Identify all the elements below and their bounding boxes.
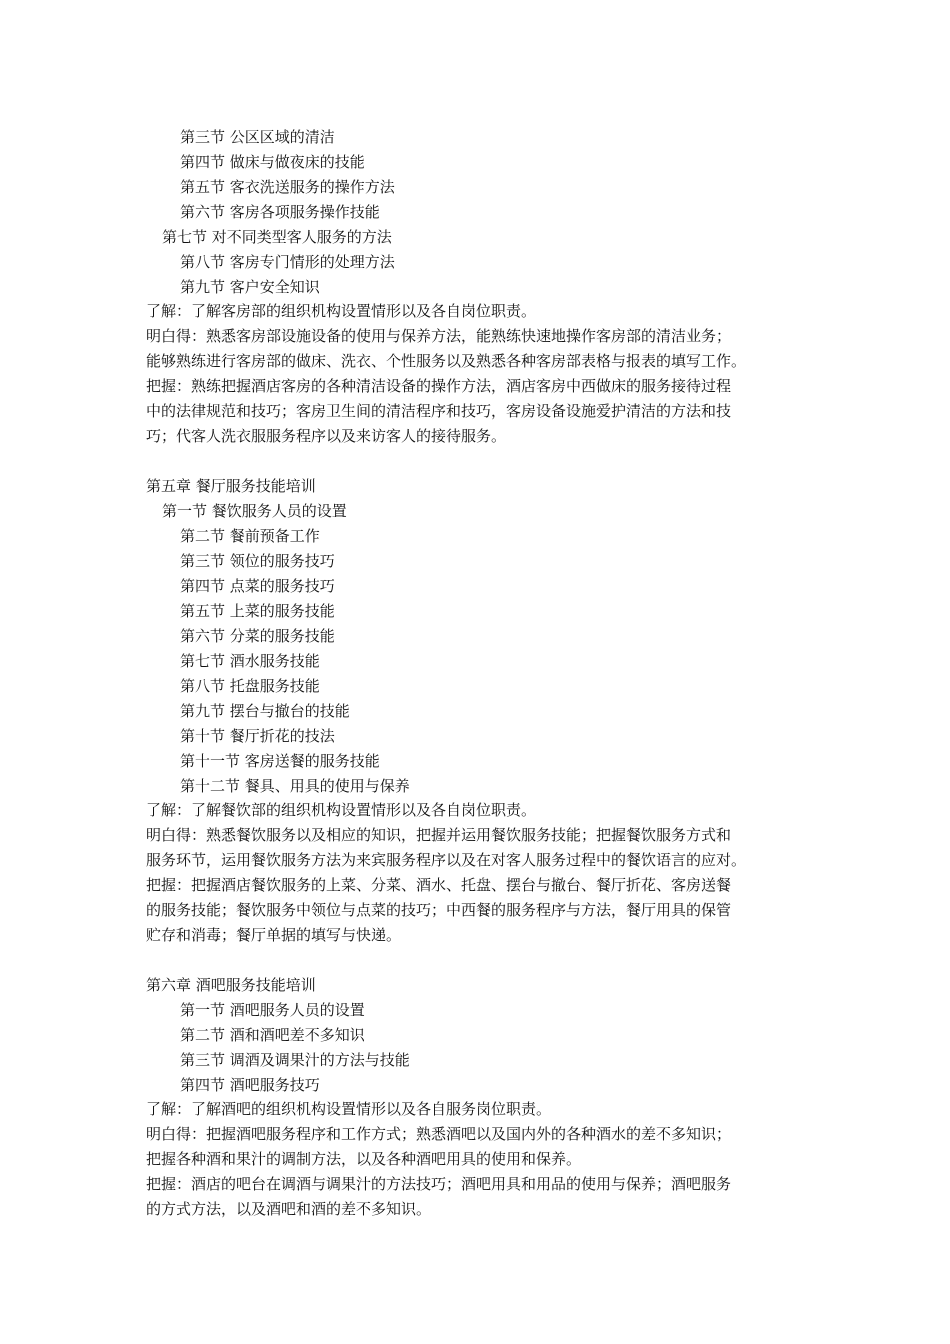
- section-item: 第九节 客户安全知识: [180, 278, 320, 296]
- section-item: 第一节 酒吧服务人员的设置: [180, 1001, 365, 1019]
- chapter-title: 第五章 餐厅服务技能培训: [146, 477, 316, 495]
- objective-comprehend: 明白得：熟悉餐饮服务以及相应的知识，把握并运用餐饮服务技能；把握餐饮服务方式和: [146, 826, 732, 844]
- section-item: 第八节 托盘服务技能: [180, 677, 320, 695]
- objective-understand: 了解：了解客房部的组织机构设置情形以及各自岗位职责。: [146, 302, 537, 320]
- objective-master: 把握：把握酒店餐饮服务的上菜、分菜、酒水、托盘、摆台与撤台、餐厅折花、客房送餐: [146, 876, 732, 894]
- section-item: 第七节 酒水服务技能: [180, 652, 320, 670]
- objective-master-cont: 的方式方法，以及酒吧和酒的差不多知识。: [146, 1200, 432, 1218]
- section-item: 第三节 领位的服务技巧: [180, 552, 335, 570]
- section-item: 第十一节 客房送餐的服务技能: [180, 752, 380, 770]
- section-item: 第二节 餐前预备工作: [180, 527, 320, 545]
- objective-comprehend-cont: 把握各种酒和果汁的调制方法，以及各种酒吧用具的使用和保养。: [146, 1150, 582, 1168]
- section-item: 第三节 调酒及调果汁的方法与技能: [180, 1051, 410, 1069]
- objective-master-cont: 的服务技能；餐饮服务中领位与点菜的技巧；中西餐的服务程序与方法，餐厅用具的保管: [146, 901, 732, 919]
- objective-comprehend: 明白得：熟悉客房部设施设备的使用与保养方法，能熟练快速地操作客房部的清洁业务；: [146, 327, 732, 345]
- section-item: 第四节 做床与做夜床的技能: [180, 153, 365, 171]
- section-item: 第九节 摆台与撤台的技能: [180, 702, 350, 720]
- section-item: 第五节 上菜的服务技能: [180, 602, 335, 620]
- section-item: 第七节 对不同类型客人服务的方法: [162, 228, 392, 246]
- chapter-title: 第六章 酒吧服务技能培训: [146, 976, 316, 994]
- objective-master-cont: 巧；代客人洗衣服服务程序以及来访客人的接待服务。: [146, 427, 507, 445]
- objective-master: 把握：酒店的吧台在调酒与调果汁的方法技巧；酒吧用具和用品的使用与保养；酒吧服务: [146, 1175, 732, 1193]
- section-item: 第十节 餐厅折花的技法: [180, 727, 335, 745]
- objective-understand: 了解：了解餐饮部的组织机构设置情形以及各自岗位职责。: [146, 801, 537, 819]
- section-item: 第五节 客衣洗送服务的操作方法: [180, 178, 395, 196]
- section-item: 第四节 点菜的服务技巧: [180, 577, 335, 595]
- section-item: 第八节 客房专门情形的处理方法: [180, 253, 395, 271]
- objective-master-cont: 贮存和消毒；餐厅单据的填写与快递。: [146, 926, 402, 944]
- section-item: 第三节 公区区域的清洁: [180, 128, 335, 146]
- section-item: 第四节 酒吧服务技巧: [180, 1076, 320, 1094]
- objective-master: 把握：熟练把握酒店客房的各种清洁设备的操作方法，酒店客房中西做床的服务接待过程: [146, 377, 732, 395]
- objective-comprehend-cont: 能够熟练进行客房部的做床、洗衣、个性服务以及熟悉各种客房部表格与报表的填写工作。: [146, 352, 747, 370]
- objective-comprehend-cont: 服务环节，运用餐饮服务方法为来宾服务程序以及在对客人服务过程中的餐饮语言的应对。: [146, 851, 747, 869]
- section-item: 第十二节 餐具、用具的使用与保养: [180, 777, 410, 795]
- objective-master-cont: 中的法律规范和技巧；客房卫生间的清洁程序和技巧，客房设备设施爱护清洁的方法和技: [146, 402, 732, 420]
- section-item: 第六节 客房各项服务操作技能: [180, 203, 380, 221]
- section-item: 第一节 餐饮服务人员的设置: [162, 502, 347, 520]
- objective-understand: 了解：了解酒吧的组织机构设置情形以及各自服务岗位职责。: [146, 1100, 552, 1118]
- objective-comprehend: 明白得：把握酒吧服务程序和工作方式；熟悉酒吧以及国内外的各种酒水的差不多知识；: [146, 1125, 732, 1143]
- section-item: 第六节 分菜的服务技能: [180, 627, 335, 645]
- section-item: 第二节 酒和酒吧差不多知识: [180, 1026, 365, 1044]
